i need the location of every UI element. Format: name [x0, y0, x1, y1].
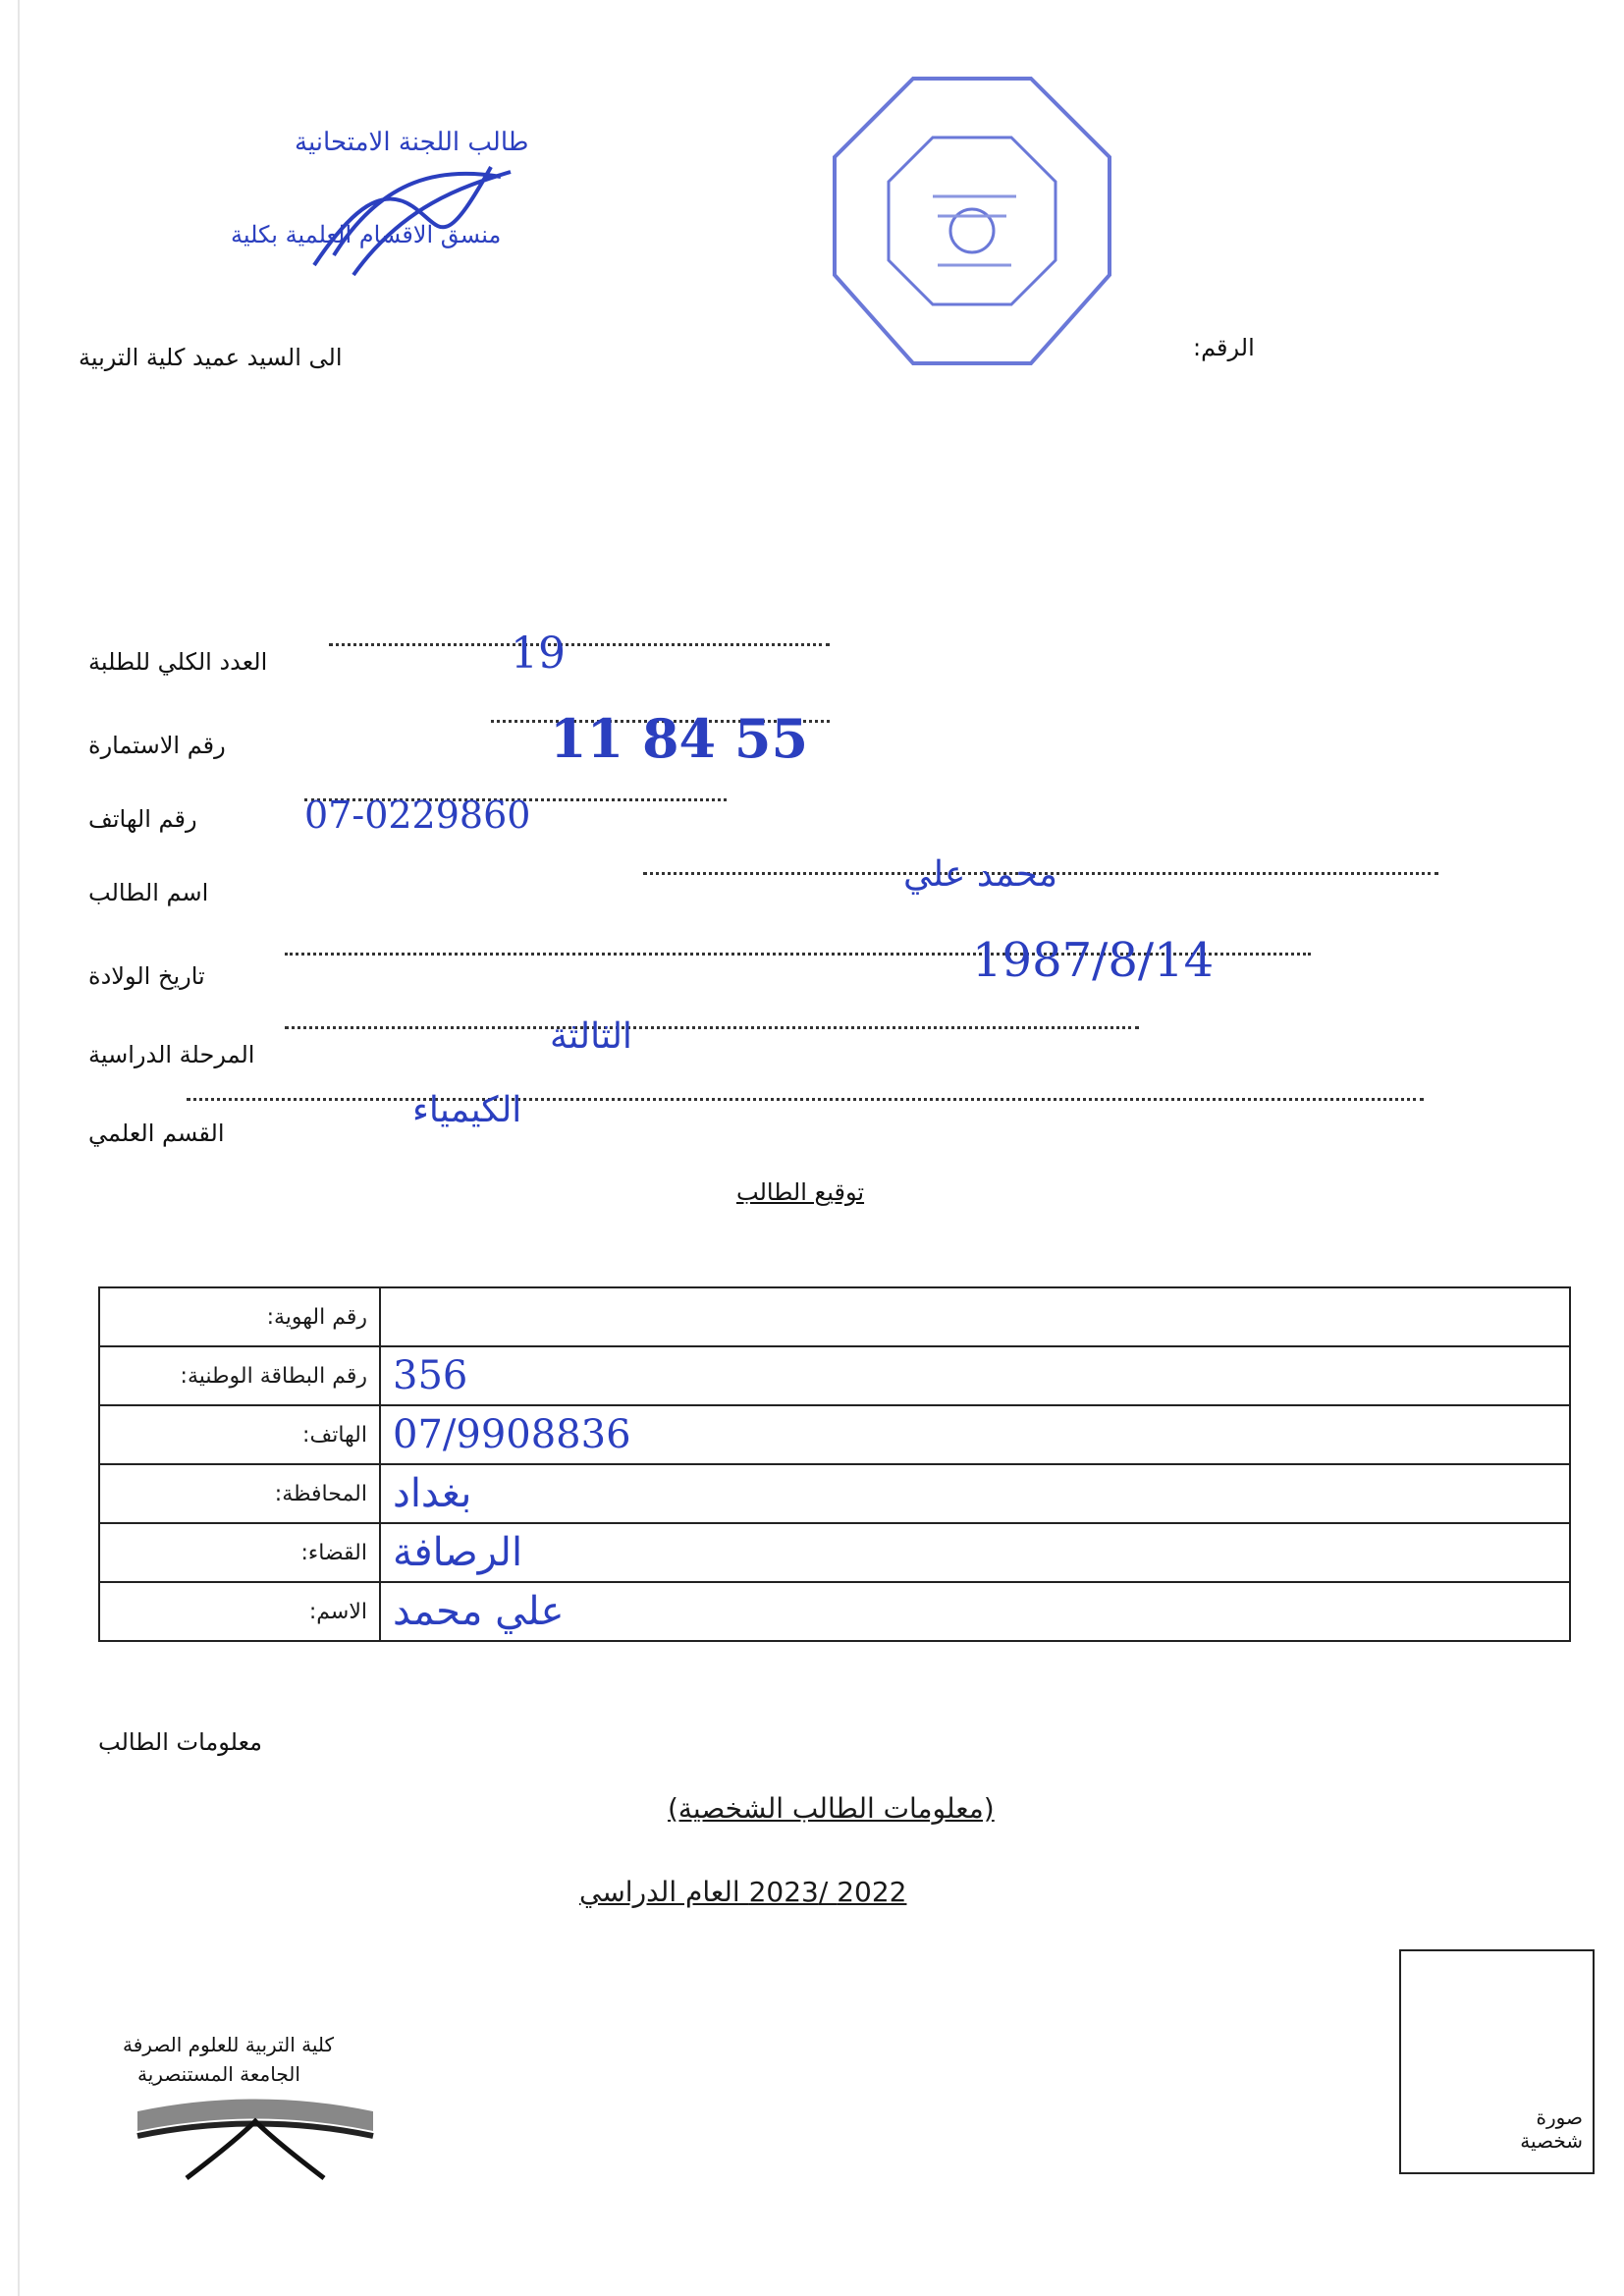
field-value-form-number: 11 84 55 [550, 707, 809, 770]
field-value-total-students: 19 [511, 629, 566, 679]
row-label: المحافظة: [99, 1464, 380, 1523]
student-signature-label: توقيع الطالب [736, 1178, 865, 1206]
row-value: 356 [380, 1346, 1570, 1405]
row-value: بغداد [380, 1464, 1570, 1523]
field-value-phone: 07-0229860 [304, 793, 531, 837]
scan-edge [18, 0, 20, 2296]
field-label-department: القسم العلمي [88, 1120, 225, 1147]
row-value: الرصافة [380, 1523, 1570, 1582]
field-value-birth-date: 1987/8/14 [972, 933, 1215, 988]
field-value-student-name: محمد علي [903, 854, 1058, 895]
table-row [99, 1346, 1570, 1405]
table-row [99, 1287, 1570, 1346]
table-row [99, 1464, 1570, 1523]
field-label-student-name: اسم الطالب [88, 879, 209, 906]
row-label: الهاتف: [99, 1405, 380, 1464]
row-label: رقم البطاقة الوطنية: [99, 1346, 380, 1405]
section-title: معلومات الطالب [98, 1728, 263, 1756]
logo-text-2: الجامعة المستنصرية [137, 2062, 300, 2086]
field-label-total-students: العدد الكلي للطلبة [88, 648, 268, 676]
row-value [380, 1287, 1570, 1346]
photo-box [1399, 1949, 1595, 2174]
table-row [99, 1582, 1570, 1641]
signature-line-1: طالب اللجنة الامتحانية [295, 128, 529, 157]
photo-label: صورة شخصية [1520, 2105, 1583, 2153]
field-label-birth-date: تاريخ الولادة [88, 962, 205, 990]
table-row [99, 1405, 1570, 1464]
signature-line-2: منسق الاقسام العلمية بكلية [231, 221, 502, 248]
signature-icon [295, 147, 520, 285]
row-label: رقم الهوية: [99, 1287, 380, 1346]
table-row [99, 1523, 1570, 1582]
row-label: القضاء: [99, 1523, 380, 1582]
addressee-label: الى السيد عميد كلية التربية [79, 344, 343, 371]
row-value: علي محمد [380, 1582, 1570, 1641]
official-stamp-icon [825, 69, 1119, 373]
academic-year-line: 2022 /2023 العام الدراسي [579, 1876, 907, 1908]
field-label-form-number: رقم الاستمارة [88, 732, 226, 759]
university-logo-icon [128, 2092, 383, 2180]
field-label-stage: المرحلة الدراسية [88, 1041, 255, 1068]
field-label-phone: رقم الهاتف [88, 805, 197, 833]
field-value-stage: الثالثة [550, 1016, 632, 1057]
field-value-department: الكيمياء [412, 1090, 522, 1130]
info-table [98, 1286, 1571, 1642]
subtitle: (معلومات الطالب الشخصية) [668, 1792, 995, 1825]
logo-text-1: كلية التربية للعلوم الصرفة [123, 2033, 335, 2056]
reference-number-label: الرقم: [1193, 334, 1255, 361]
row-label: الاسم: [99, 1582, 380, 1641]
row-value: 07/9908836 [380, 1405, 1570, 1464]
